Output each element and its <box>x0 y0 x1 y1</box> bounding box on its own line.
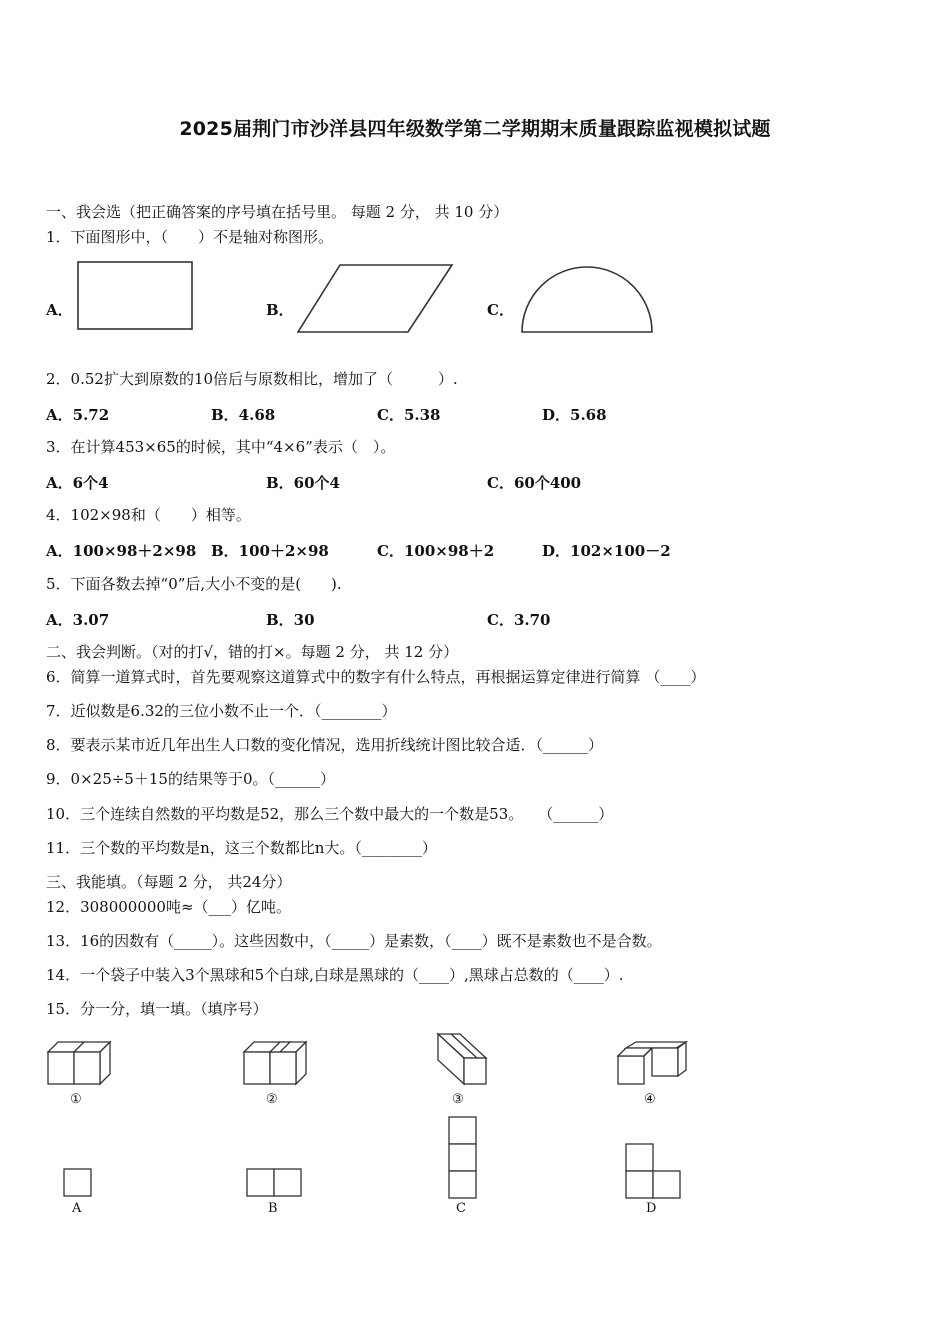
solid-figure-4 <box>616 1040 688 1086</box>
question-6: 6．简算一道算式时，首先要观察这道算式中的数字有什么特点，再根据运算定律进行简算 （____） <box>46 668 706 686</box>
q4-option-c: C．100×98＋2 <box>377 542 495 560</box>
question-11: 11．三个数的平均数是n，这三个数都比n大。（________） <box>46 839 437 857</box>
question-15: 15．分一分，填一填。（填序号） <box>46 1000 268 1018</box>
semicircle-figure <box>520 265 654 335</box>
q3-option-a: A．6个4 <box>46 474 109 492</box>
solid-figure-2 <box>242 1040 308 1086</box>
section-heading-2: 二、我会判断。（对的打√，错的打×。每题 2 分， 共 12 分） <box>46 643 459 661</box>
question-10: 10．三个连续自然数的平均数是52，那么三个数中最大的一个数是53。 （______） <box>46 805 614 823</box>
q1-option-a: A． <box>46 301 73 319</box>
q1-option-c: C． <box>487 301 514 319</box>
section-heading-1: 一、我会选（把正确答案的序号填在括号里。 每题 2 分， 共 10 分） <box>46 203 509 221</box>
q3-option-c: C．60个400 <box>487 474 582 492</box>
question-8: 8．要表示某市近几年出生人口数的变化情况，选用折线统计图比较合适．（______） <box>46 736 604 754</box>
q4-option-b: B．100＋2×98 <box>211 542 329 560</box>
view-label-c: C <box>456 1201 466 1216</box>
question-14: 14．一个袋子中装入3个黑球和5个白球,白球是黑球的（____）,黑球占总数的（____）. <box>46 966 624 984</box>
q4-option-d: D．102×100－2 <box>542 542 671 560</box>
page-title: 2025届荆门市沙洋县四年级数学第二学期期末质量跟踪监视模拟试题 <box>179 118 771 140</box>
view-figure-a <box>63 1168 93 1198</box>
rectangle-figure <box>76 260 196 332</box>
solid-label-3: ③ <box>452 1092 464 1107</box>
solid-label-2: ② <box>266 1092 278 1107</box>
q2-option-a: A．5.72 <box>46 406 110 424</box>
view-figure-c <box>448 1116 478 1199</box>
question-5: 5．下面各数去掉“0”后,大小不变的是( ). <box>46 575 342 593</box>
q3-option-b: B．60个4 <box>266 474 340 492</box>
question-3: 3．在计算453×65的时候，其中“4×6”表示（ ）。 <box>46 438 396 456</box>
view-label-a: A <box>72 1201 82 1216</box>
q2-option-b: B．4.68 <box>211 406 276 424</box>
parallelogram-figure <box>296 263 456 335</box>
solid-label-1: ① <box>70 1092 82 1107</box>
question-7: 7．近似数是6.32的三位小数不止一个．（________） <box>46 702 397 720</box>
q2-option-c: C．5.38 <box>377 406 441 424</box>
view-figure-d <box>625 1143 681 1199</box>
view-figure-b <box>246 1168 302 1198</box>
q1-option-b: B． <box>266 301 294 319</box>
section-heading-3: 三、我能填。（每题 2 分， 共24分） <box>46 873 292 891</box>
q5-option-b: B．30 <box>266 611 315 629</box>
q4-option-a: A．100×98＋2×98 <box>46 542 197 560</box>
view-label-b: B <box>268 1201 278 1216</box>
question-4: 4．102×98和（ ）相等。 <box>46 506 251 524</box>
solid-label-4: ④ <box>644 1092 656 1107</box>
solid-figure-3 <box>436 1032 488 1086</box>
solid-figure-1 <box>46 1040 112 1086</box>
question-12: 12．308000000吨≈（___）亿吨。 <box>46 898 292 916</box>
q2-option-d: D．5.68 <box>542 406 607 424</box>
q5-option-c: C．3.70 <box>487 611 551 629</box>
question-9: 9．0×25÷5＋15的结果等于0。（______） <box>46 770 335 788</box>
question-1: 1．下面图形中，（ ）不是轴对称图形。 <box>46 228 334 246</box>
view-label-d: D <box>646 1201 657 1216</box>
question-2: 2．0.52扩大到原数的10倍后与原数相比，增加了（ ）. <box>46 370 458 388</box>
q5-option-a: A．3.07 <box>46 611 110 629</box>
question-13: 13．16的因数有（_____）。这些因数中，（_____）是素数，（____）既不是素数也不是合数。 <box>46 932 662 950</box>
